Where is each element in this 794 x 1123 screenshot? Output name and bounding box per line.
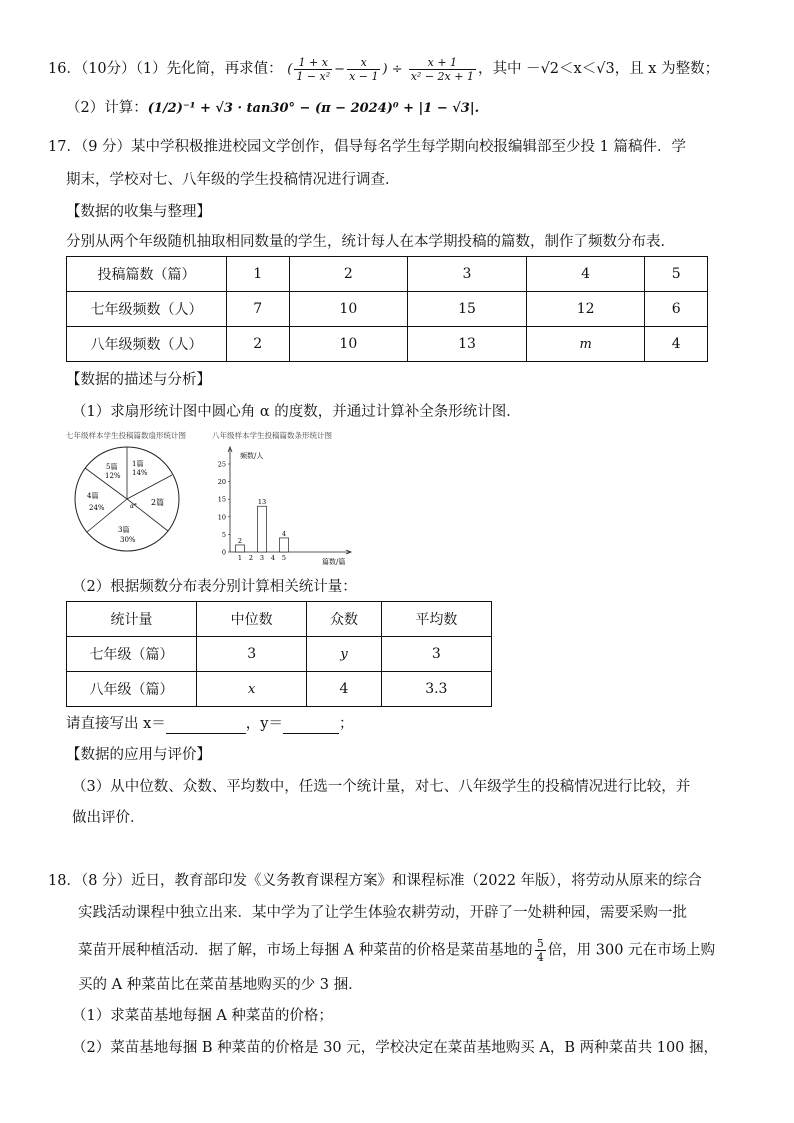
pie-divider	[127, 475, 172, 499]
y-tick-label: 15	[217, 495, 226, 504]
y-tick-label: 25	[217, 460, 226, 469]
frequency-table	[66, 256, 708, 362]
pie-chart	[72, 444, 182, 554]
q16-part2: （2）计算：(1/2)⁻¹ + √3 · tan30° − (π − 2024)⁰ + |1 − √3|.	[66, 100, 480, 116]
fraction-five-fourths: $\frac{5}{4}$	[536, 937, 544, 964]
section-collection: 【数据的收集与整理】	[66, 204, 211, 220]
answer-blank-y[interactable]	[283, 719, 339, 734]
pie-label: 24%	[89, 504, 105, 512]
pie-label: 12%	[105, 472, 121, 480]
pie-label: α°	[130, 503, 138, 510]
data-label-3: 13	[257, 498, 267, 507]
table-row: 统计量 中位数 众数 平均数	[67, 602, 492, 637]
pie-label: 4篇	[87, 492, 99, 500]
y-tick-label: 0	[221, 548, 226, 557]
q18-line2: 实践活动课程中独立出来．某中学为了让学生体验农耕劳动，开辟了一处耕种园，需要采购一批	[78, 905, 687, 921]
q16-part1-label: （1）先化简，再求值：	[135, 61, 283, 77]
x-tick-label: 3	[259, 554, 265, 562]
q17-line3: 分别从两个年级随机抽取相同数量的学生，统计每人在本学期投稿的篇数，制作了频数分布表．	[66, 234, 675, 250]
statistics-table	[66, 601, 492, 707]
bar-chart-title: 八年级样本学生投稿篇数条形统计图	[212, 431, 332, 440]
q18-line1: 18．（8 分）近日，教育部印发《义务教育课程方案》和课程标准（2022 年版），将劳动从原来的综合	[48, 873, 702, 889]
q17-fill-blank: 请直接写出 x＝ ，y＝ ；	[66, 716, 354, 732]
pie-label: 1篇	[132, 460, 144, 468]
q17-part2: （2）根据频数分布表分别计算相关统计量：	[72, 579, 357, 595]
q18-part1: （1）求菜苗基地每捆 A 种菜苗的价格；	[72, 1008, 333, 1024]
q16-score: （10分）	[80, 61, 136, 77]
x-tick-label: 4	[270, 554, 276, 562]
data-label-5: 4	[281, 529, 287, 538]
pie-label: 30%	[120, 536, 136, 544]
q18-line4: 买的 A 种菜苗比在菜苗基地购买的少 3 捆．	[78, 977, 363, 993]
pie-label: 14%	[132, 469, 148, 477]
q17-part3-line1: （3）从中位数、众数、平均数中，任选一个统计量，对七、八年级学生的投稿情况进行比较，并	[72, 779, 691, 795]
y-axis-label: 频数/人	[240, 452, 264, 460]
pie-label: 5篇	[106, 463, 118, 471]
table-row: 八年级频数（人） 2 10 13 m 4	[67, 327, 708, 362]
bar-5	[280, 538, 289, 552]
table-row: 八年级（篇） x 4 3.3	[67, 672, 492, 707]
x-tick-label: 1	[237, 554, 243, 562]
q16-part2-expression: (1/2)⁻¹ + √3 · tan30° − (π − 2024)⁰ + |1 − √3|.	[147, 101, 480, 116]
q17-part1: （1）求扇形统计图中圆心角 α 的度数，并通过计算补全条形统计图．	[72, 404, 521, 420]
bar-1	[236, 545, 245, 552]
q17-line2: 期末，学校对七、八年级的学生投稿情况进行调查．	[66, 172, 400, 188]
q18-part2: （2）菜苗基地每捆 B 种菜苗的价格是 30 元，学校决定在菜苗基地购买 A，B 两种菜苗共 100 捆，	[72, 1040, 719, 1056]
y-tick-label: 10	[217, 513, 226, 522]
pie-label: 2篇	[151, 498, 165, 507]
q18-line3: 菜苗开展种植活动．据了解，市场上每捆 A 种菜苗的价格是菜苗基地的 $\frac{5}{4}$ 倍，用 300 元在市场上购	[78, 937, 716, 964]
data-label-1: 2	[237, 536, 243, 545]
x-tick-label: 5	[281, 554, 287, 562]
q16-number: 16．	[48, 61, 81, 77]
section-application: 【数据的应用与评价】	[66, 747, 211, 763]
q17-line1: 17．（9 分）某中学积极推进校园文学创作，倡导每名学生每学期向校报编辑部至少投 1 篇稿件．学	[48, 139, 686, 155]
answer-blank-x[interactable]	[166, 719, 246, 734]
table-row: 七年级（篇） 3 y 3	[67, 637, 492, 672]
y-tick-label: 20	[217, 478, 226, 487]
q17-part3-line2: 做出评价．	[72, 810, 145, 826]
table-row: 投稿篇数（篇） 1 2 3 4 5	[67, 257, 708, 292]
x-tick-label: 2	[248, 554, 254, 562]
bar-3	[258, 506, 267, 552]
table-row: 七年级频数（人） 7 10 15 12 6	[67, 292, 708, 327]
section-description: 【数据的描述与分析】	[66, 372, 211, 388]
y-tick-label: 5	[221, 530, 226, 539]
q16-expression: ( $\frac{1 + x}{\text{1 − x²}}$ − $\frac{x}{x - 1}$ ) ÷ $\frac{x + 1}{\text{x² − 2x + 1}}$	[287, 56, 474, 83]
bar-chart	[210, 444, 360, 566]
pie-label: 3篇	[118, 526, 130, 534]
pie-chart-title: 七年级样本学生投稿篇数扇形统计图	[66, 431, 186, 440]
q16-part1: 16．（10分）（1）先化简，再求值： ( $\frac{1 + x}{\text{1 − x²}}$ − $\frac{x}{x - 1}$ ) ÷ $\frac{x + 1}{\text{x² − 2x + 1}}$ ，其中 －√2＜x＜√3，且 x 为整数；	[48, 56, 720, 83]
x-axis-label: 篇数/篇	[322, 558, 346, 566]
